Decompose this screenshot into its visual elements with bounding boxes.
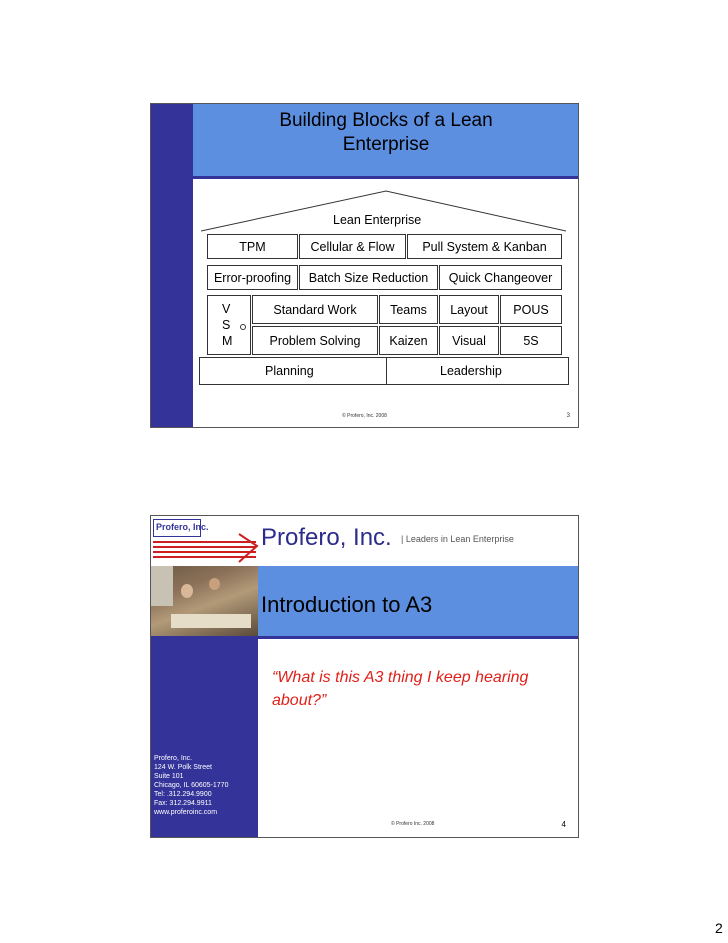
address-line: Fax: 312.294.9911 (154, 800, 212, 807)
address-line: Suite 101 (154, 773, 184, 780)
logo-text: Profero, Inc. (156, 522, 209, 532)
block-cellular-flow: Cellular & Flow (299, 234, 406, 259)
foundation-divider (386, 357, 387, 385)
foundation-planning: Planning (265, 364, 314, 378)
block-layout: Layout (439, 295, 499, 324)
block-5s: 5S (500, 326, 562, 355)
page-number: 4 (561, 820, 566, 829)
page-number: 3 (566, 413, 570, 419)
vsm-letter-v: V (222, 302, 231, 316)
roof-label: Lean Enterprise (333, 213, 422, 227)
photo-person (209, 578, 220, 590)
company-address (154, 754, 228, 817)
address-line: 124 W. Polk Street (154, 764, 212, 771)
title-divider (258, 636, 578, 639)
slide-title: Introduction to A3 (261, 592, 433, 617)
small-circle-icon (240, 324, 246, 330)
block-pous: POUS (500, 295, 562, 324)
vsm-letter-m: M (222, 334, 233, 348)
photo-table (171, 614, 251, 628)
block-kaizen: Kaizen (379, 326, 438, 355)
block-batch-size-reduction: Batch Size Reduction (299, 265, 438, 290)
vsm-letter-s: S (222, 318, 231, 332)
logo-arrows-icon (151, 516, 261, 566)
quote-text: “What is this A3 thing I keep hearing about?” (272, 669, 529, 709)
meeting-photo (151, 566, 258, 636)
photo-window (151, 566, 173, 606)
company-tagline: | Leaders in Lean Enterprise (401, 534, 514, 544)
block-tpm: TPM (207, 234, 298, 259)
copyright-text: © Profero, Inc. 2008 (342, 413, 387, 419)
address-line: Chicago, IL 60605-1770 (154, 782, 229, 789)
block-error-proofing: Error-proofing (207, 265, 298, 290)
slide-4 (150, 515, 579, 838)
block-quick-changeover: Quick Changeover (439, 265, 562, 290)
block-problem-solving: Problem Solving (252, 326, 378, 355)
copyright-text: © Profero Inc. 2008 (391, 821, 435, 827)
address-line: Profero, Inc. (154, 755, 193, 762)
company-name: Profero, Inc. (261, 524, 392, 551)
block-teams: Teams (379, 295, 438, 324)
roof-shape (201, 189, 566, 234)
photo-person (181, 584, 193, 598)
company-logo (151, 516, 261, 566)
block-standard-work: Standard Work (252, 295, 378, 324)
sheet-page-number: 2 (715, 920, 723, 936)
foundation-bar (199, 357, 569, 385)
address-line: Tel: .312.294.9900 (154, 791, 212, 798)
slide-3 (150, 103, 579, 428)
foundation-leadership: Leadership (440, 364, 502, 378)
slide-title: Building Blocks of a Lean Enterprise (279, 110, 493, 155)
block-pull-system-kanban: Pull System & Kanban (407, 234, 562, 259)
block-visual: Visual (439, 326, 499, 355)
address-line: www.proferoinc.com (154, 809, 218, 816)
slide-sidebar (151, 104, 193, 427)
title-divider (193, 176, 578, 179)
